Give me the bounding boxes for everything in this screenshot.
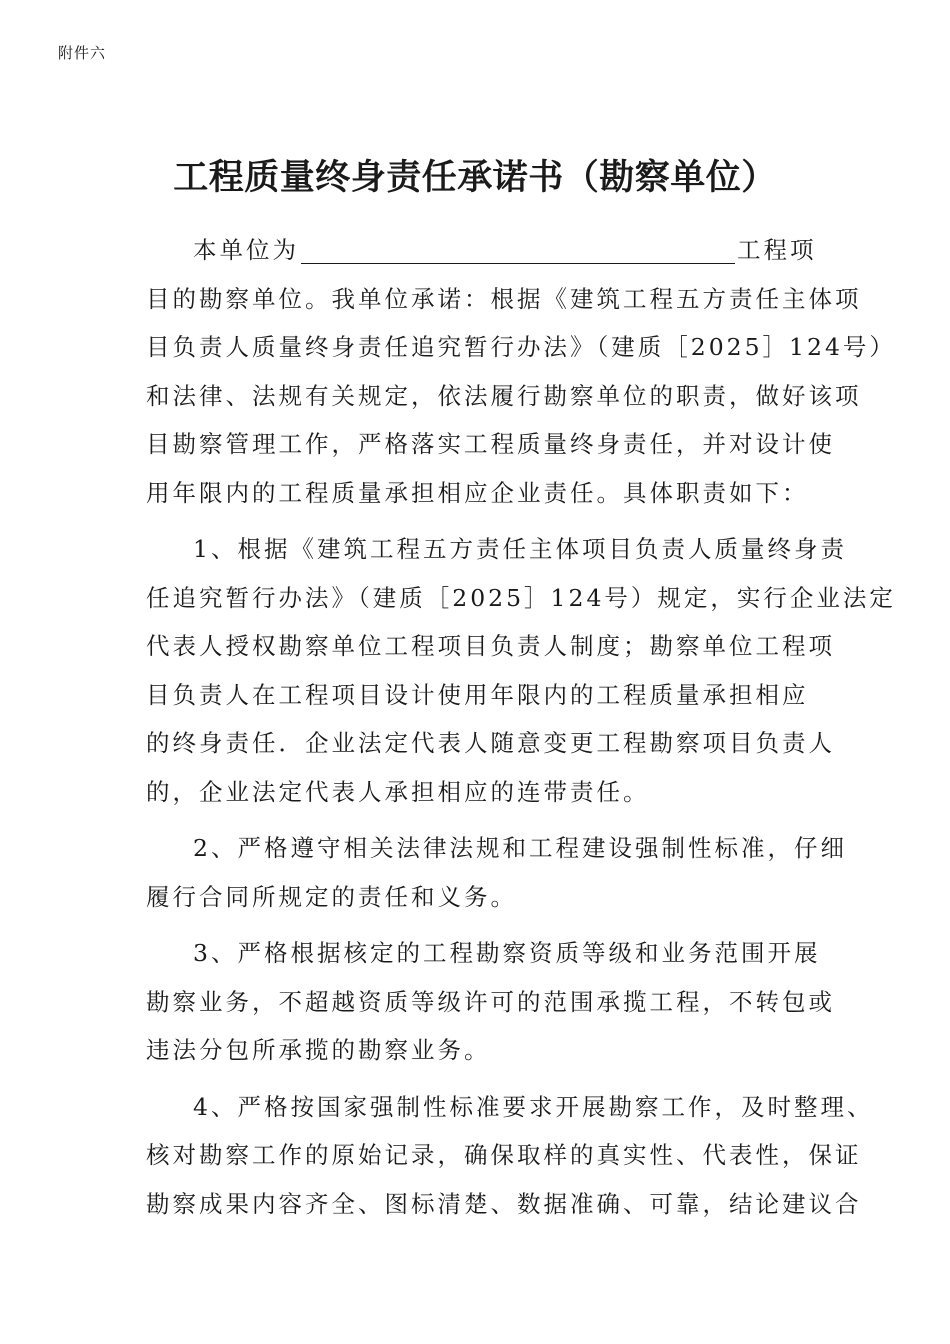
item-4-line: 4、严格按国家强制性标准要求开展勘察工作，及时整理、 [193,1092,874,1121]
item-1-line: 1、根据《建筑工程五方责任主体项目负责人质量终身责 [193,535,847,563]
intro-line: 目勘察管理工作，严格落实工程质量终身责任，并对设计使 [146,430,835,458]
document-body [146,226,896,1228]
attachment-label: 附件六 [58,44,107,62]
item-1-line: 的终身责任．企业法定代表人随意变更工程勘察项目负责人 [146,729,835,757]
item-1-line: 的，企业法定代表人承担相应的连带责任。 [146,777,650,806]
intro-line: 目负责人质量终身责任追究暂行办法》（建质［2025］124号） [146,333,896,361]
intro-suffix: 工程项 [737,236,817,264]
item-1-line: 代表人授权勘察单位工程项目负责人制度；勘察单位工程项 [146,632,835,660]
item-4-paragraph [146,1083,874,1229]
item-2-paragraph [146,824,847,921]
item-1-line: 目负责人在工程项目设计使用年限内的工程质量承担相应 [146,680,809,709]
intro-line: 和法律、法规有关规定，依法履行勘察单位的职责，做好该项 [146,381,862,410]
project-name-blank [301,233,735,264]
item-3-line: 3、严格根据核定的工程勘察资质等级和业务范围开展 [193,939,821,967]
item-3-paragraph [146,929,835,1075]
intro-prefix: 本单位为 [193,236,299,264]
item-3-line: 勘察业务，不超越资质等级许可的范围承揽工程，不转包或 [146,987,835,1016]
intro-first-line [146,226,816,275]
item-1-line: 任追究暂行办法》（建质［2025］124号）规定，实行企业法定 [146,583,896,612]
item-1-paragraph [146,525,896,816]
intro-line: 目的勘察单位。我单位承诺：根据《建筑工程五方责任主体项 [146,284,862,313]
item-2-line: 2、严格遵守相关法律法规和工程建设强制性标准，仔细 [193,834,847,862]
item-2-line: 履行合同所规定的责任和义务。 [146,882,517,911]
item-3-line: 违法分包所承揽的勘察业务。 [146,1036,491,1064]
item-4-line: 勘察成果内容齐全、图标清楚、数据准确、可靠，结论建议合 [146,1189,862,1218]
intro-paragraph [146,226,896,517]
document-title: 工程质量终身责任承诺书（勘察单位） [173,157,777,198]
intro-line: 用年限内的工程质量承担相应企业责任。具体职责如下： [146,478,809,507]
item-4-line: 核对勘察工作的原始记录，确保取样的真实性、代表性，保证 [146,1141,862,1169]
